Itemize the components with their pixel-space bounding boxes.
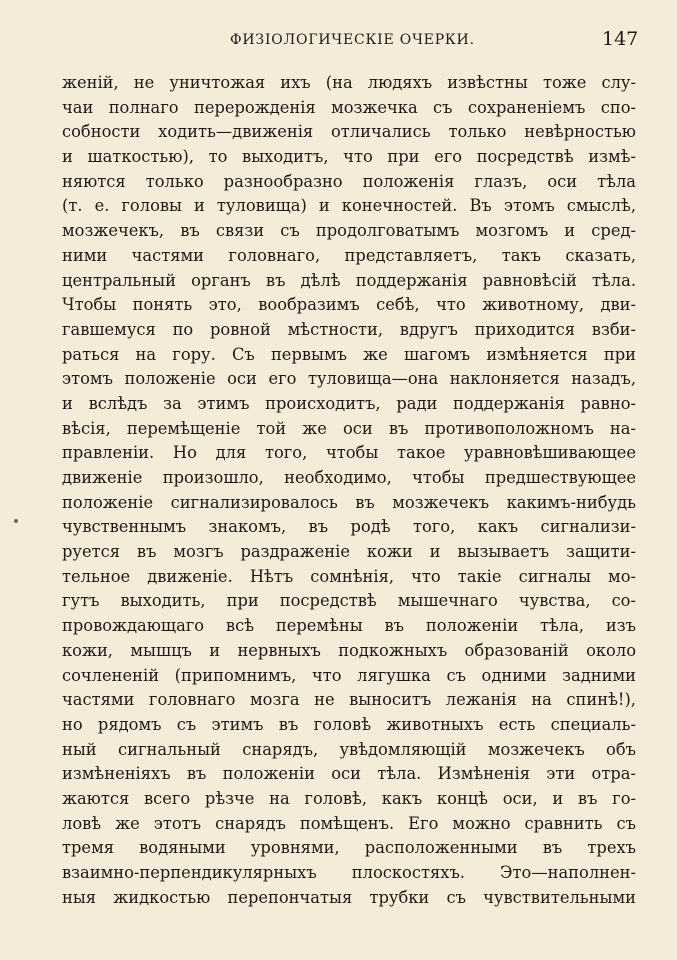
paper-speck bbox=[14, 519, 18, 523]
text-line: правленіи. Но для того, чтобы такое уравновѣшивающее bbox=[62, 443, 636, 463]
text-line: (т. е. головы и туловища) и конечностей. Въ этомъ смыслѣ, bbox=[62, 196, 636, 216]
running-head-title: ФИЗІОЛОГИЧЕСКІЕ ОЧЕРКИ. bbox=[230, 32, 475, 48]
text-line: жаются всего рѣзче на головѣ, какъ концѣ оси, и въ го- bbox=[62, 788, 636, 808]
text-line: ними частями головнаго, представляетъ, такъ сказать, bbox=[62, 245, 636, 265]
text-line: провождающаго всѣ перемѣны въ положеніи тѣла, изъ bbox=[62, 616, 636, 636]
text-line: вѣсія, перемѣщеніе той же оси въ противоположномъ на- bbox=[62, 418, 636, 438]
text-line: центральный органъ въ дѣлѣ поддержанія равновѣсій тѣла. bbox=[62, 270, 636, 290]
body-text bbox=[62, 71, 636, 910]
text-line: чувственнымъ знакомъ, въ родѣ того, какъ сигнализи- bbox=[62, 517, 636, 537]
text-line: но рядомъ съ этимъ въ головѣ животныхъ есть специаль- bbox=[62, 714, 636, 734]
text-line: раться на гору. Съ первымъ же шагомъ измѣняется при bbox=[62, 344, 636, 364]
text-line: гавшемуся по ровной мѣстности, вдругъ приходится взби- bbox=[62, 319, 636, 339]
page-number: 147 bbox=[602, 28, 639, 50]
text-line: гутъ выходить, при посредствѣ мышечнаго чувства, со- bbox=[62, 591, 636, 611]
text-line: руется въ мозгъ раздраженіе кожи и вызываетъ защити- bbox=[62, 542, 636, 562]
text-line: взаимно-перпендикулярныхъ плоскостяхъ. Это—наполнен- bbox=[62, 863, 636, 882]
text-line: и шаткостью), то выходитъ, что при его посредствѣ измѣ- bbox=[62, 147, 636, 167]
text-line: положеніе сигнализировалось въ мозжечекъ какимъ-нибудь bbox=[62, 492, 636, 512]
text-line: и вслѣдъ за этимъ происходитъ, ради поддержанія равно- bbox=[62, 393, 636, 413]
text-line: ловѣ же этотъ снарядъ помѣщенъ. Его можно сравнить съ bbox=[62, 813, 636, 833]
text-line: этомъ положеніе оси его туловища—она наклоняется назадъ, bbox=[62, 369, 636, 389]
text-line: женій, не уничтожая ихъ (на людяхъ извѣстны тоже слу- bbox=[62, 73, 636, 92]
running-head bbox=[0, 28, 677, 56]
text-line: тремя водяными уровнями, расположенными въ трехъ bbox=[62, 838, 636, 858]
text-line: измѣненіяхъ въ положеніи оси тѣла. Измѣненія эти отра- bbox=[62, 764, 636, 784]
text-line: собности ходить—движенія отличались только невѣрностью bbox=[62, 122, 636, 142]
text-line: тельное движеніе. Нѣтъ сомнѣнія, что такіе сигналы мо- bbox=[62, 566, 636, 586]
text-line: кожи, мышцъ и нервныхъ подкожныхъ образованій около bbox=[62, 640, 636, 660]
text-line: чаи полнаго перерожденія мозжечка съ сохраненіемъ спо- bbox=[62, 97, 636, 117]
text-line: сочлененій (припомнимъ, что лягушка съ одними задними bbox=[62, 665, 636, 685]
text-line: Чтобы понять это, вообразимъ себѣ, что животному, дви- bbox=[62, 295, 636, 315]
text-line: няются только разнообразно положенія глазъ, оси тѣла bbox=[62, 171, 636, 191]
text-line: ный сигнальный снарядъ, увѣдомляющій мозжечекъ объ bbox=[62, 739, 636, 759]
text-line: мозжечекъ, въ связи съ продолговатымъ мозгомъ и сред- bbox=[62, 221, 636, 241]
text-line: частями головнаго мозга не выноситъ лежанія на спинѣ!), bbox=[62, 690, 636, 710]
text-line: ныя жидкостью перепончатыя трубки съ чувствительными bbox=[62, 887, 636, 907]
text-line: движеніе произошло, необходимо, чтобы предшествующее bbox=[62, 468, 636, 487]
